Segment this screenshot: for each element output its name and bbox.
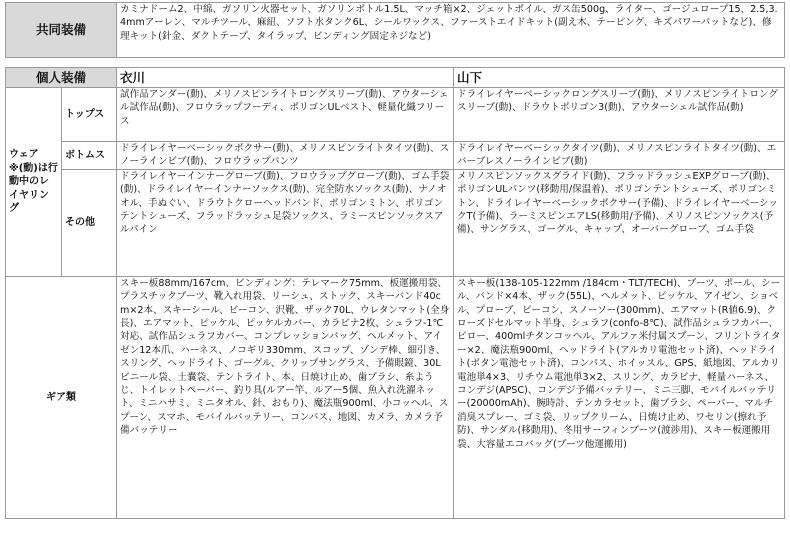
personal-gear-table bbox=[5, 67, 785, 519]
gear-person2: スキー板(138-105-122mm /184cm・TLT/TECH)、ブーツ、ポール、シール、バンド×4本、ザック(55L)、ヘルメット、ピッケル、アイゼン、ショベル、プローブ、ビーコン、スノーソー(300mm)、エアマット(R値6.9)、クローズドセルマット半身、シュラフ(confo-8℃)、試作品シュラフカバー、ピロー、400mlチタンコッヘル、アルファ米付属スプーン、フリントライター×2、魔法瓶900ml、ヘッドライト(アルカリ電池セット済)、ヘッドライト(ボタン電池セット済)、コンパス、ホイッスル、GPS、紙地図、アルカリ電池単4×3、リチウム電池単3×2、スリング、カラビナ、軽量ハーネス、コンデジ(APSC)、コンデジ予備バッテリー、ミニ三脚、モバイルバッテリー(20000mAh)、腕時計、テンカラセット、歯ブラシ、ペーパー、マルチ消臭スプレー、ゴミ袋、リップクリーム、日焼け止め、ワセリン(擦れ予防)、サンダル(移動用)、冬用サーフィンブーツ(渡渉用)、スキー板運搬用袋、大容量エコバッグ(ブーツ他運搬用) bbox=[454, 276, 785, 518]
bottoms-row bbox=[6, 142, 785, 170]
others-person2: メリノスピンソックスグライド(動)、フラッドラッシュEXPグローブ(動)、ポリゴンULパンツ(移動用/保温着)、ポリゴンテントシューズ、ポリゴンミトン、ドライレイヤーベーシックボクサー(予備)、ドライレイヤーベーシックT(予備)、ラーミスピンエアLS(移動用/予備)、メリノスピンソックス(予備)、サングラス、ゴーグル、キャップ、オーバーグローブ、ゴム手袋 bbox=[454, 169, 785, 276]
bottoms-person1: ドライレイヤーベーシックボクサー(動)、メリノスピンライトタイツ(動)、スノーラインビブ(動)、フロウラップパンツ bbox=[117, 142, 454, 170]
tops-person2: ドライレイヤーベーシックロングスリーブ(動)、メリノスピンライトロングスリーブ(動)、ドラウトポリゴン3(動)、アウターシェル試作品(動) bbox=[454, 88, 785, 142]
others-label: その他 bbox=[62, 169, 117, 276]
tops-label: トップス bbox=[62, 88, 117, 142]
personal-header-row bbox=[6, 68, 785, 88]
gear-row bbox=[6, 276, 785, 518]
bottoms-label: ボトムス bbox=[62, 142, 117, 170]
shared-gear-header: 共同装備 bbox=[6, 3, 117, 58]
shared-gear-row bbox=[6, 3, 785, 58]
gear-person1: スキー板88mm/167cm、ビンディング：テレマーク75mm、板運搬用袋、プラスチックブーツ、靴入れ用袋、リーシュ、ストック、スキーバンド40cm×2本、スキーシール、ビーコン、沢靴、ザック70L、ウレタンマット(全身長)、エアマット、ピッケル、ピッケルカバー、カラビナ2枚、シュラフ-1℃対応、試作品シュラフカバー、コンプレッションバッグ、ヘルメット、アイゼン12本爪、ハーネス、ノコギリ330mm、スコップ、ゾンデ棒、細引き、スリング、ヘッドライト、ゴーグル、クリップサングラス、予備眼鏡、30Lビニール袋、土嚢袋、テントライト、本、日焼け止め、歯ブラシ、糸ようじ、トイレットペーパー、釣り具(ルアー竿、ルアー5個、魚入れ洗濯ネット、ミニハサミ、ミニタオル、針、おもり)、魔法瓶900ml、小コッヘル、スプーン、スマホ、モバイルバッテリー、コンパス、地図、カメラ、カメラ予備バッテリー bbox=[117, 276, 454, 518]
shared-gear-content: カミナドーム2、中綿、ガソリン火器セット、ガソリンボトル1.5L、マッチ箱×2、ジェットボイル、ガス缶500g、ライター、ゴージュロープ15、2.5,3.4mmアーレン、マルチツール、麻紐、ソフト水タンク6L、シールワックス、ファーストエイドキット(副え木、テーピング、キズパワーパットなど)、修理キット(針金、ダクトテープ、タイラップ、ビンディング固定ネジなど) bbox=[117, 3, 785, 58]
others-row bbox=[6, 169, 785, 276]
wear-category-label: ウェア ※(動)は行動中のレイヤリング bbox=[6, 88, 62, 277]
tops-row bbox=[6, 88, 785, 142]
others-person1: ドライレイヤーインナーグローブ(動)、フロウラップグローブ(動)、ゴム手袋(動)、ドライレイヤーインナーソックス(動)、完全防水ソックス(動)、ナノオオル、手ぬぐい、ドラウトクローヘッドバンド、ポリゴンミトン、ポリゴンテントシューズ、フラッドラッシュ足袋ソックス、ラミースピンソックスアルパイン bbox=[117, 169, 454, 276]
tops-person1: 試作品アンダー(動)、メリノスピンライトロングスリーブ(動)、アウターシェル試作品(動)、フロウラップフーディ、ポリゴンULベスト、軽量化織フリース bbox=[117, 88, 454, 142]
shared-gear-table bbox=[5, 2, 785, 58]
personal-gear-header: 個人装備 bbox=[6, 68, 117, 88]
person1-name: 衣川 bbox=[117, 68, 454, 88]
person2-name: 山下 bbox=[454, 68, 785, 88]
bottoms-person2: ドライレイヤーベーシックタイツ(動)、メリノスピンライトタイツ(動)、エバーブレスノーラインビブ(動) bbox=[454, 142, 785, 170]
gear-category-label: ギア類 bbox=[6, 276, 117, 518]
